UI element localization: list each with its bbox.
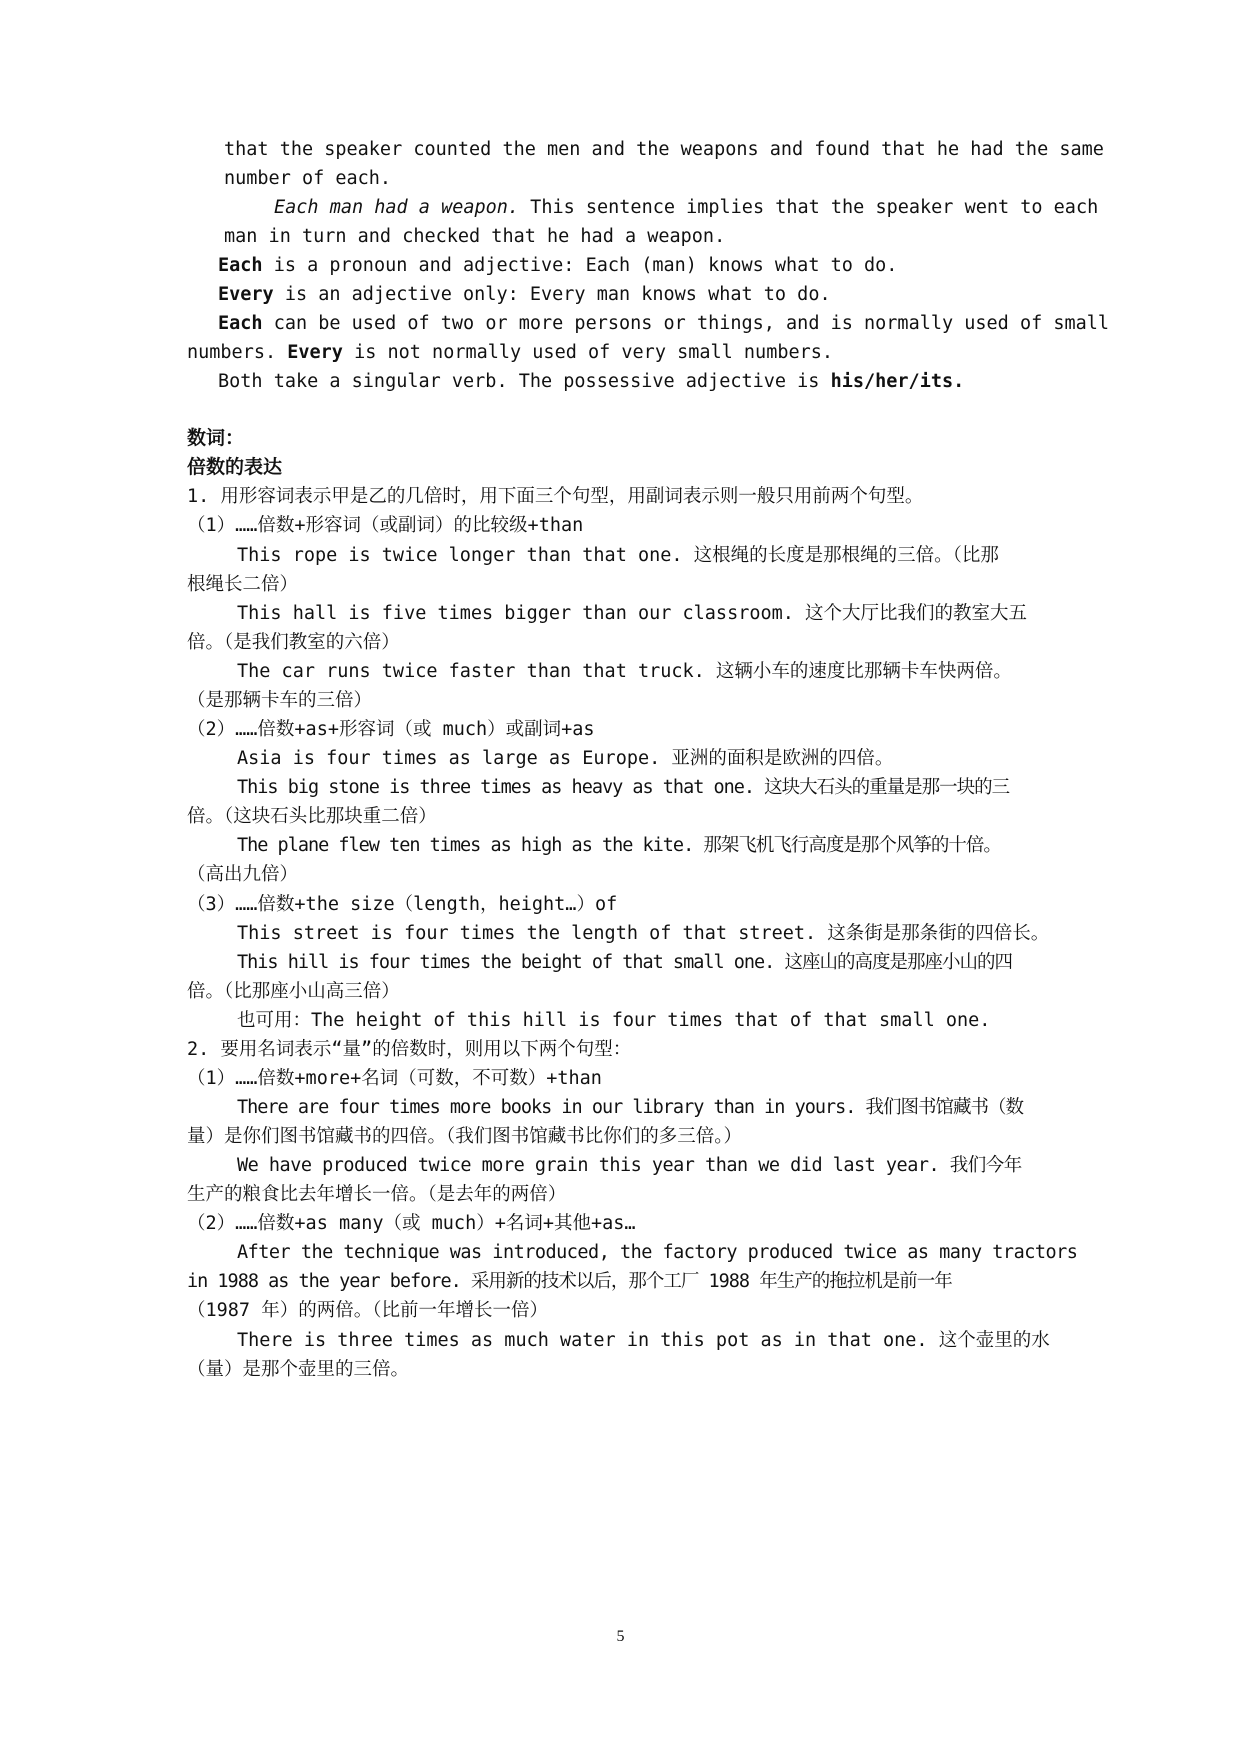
text-line: This rope is twice longer than that one. 这根绳的长度是那根绳的三倍。（比那 (237, 545, 999, 566)
text-line: This big stone is three times as heavy as that one. 这块大石头的重量是那一块的三 (237, 777, 1010, 798)
text-span: This sentence implies that the speaker went to each (519, 197, 1099, 218)
text-line: （1）……倍数+形容词（或副词）的比较级+than (187, 515, 584, 536)
text-line (218, 309, 1110, 339)
bold-term: Each (218, 313, 263, 334)
text-line: Asia is four times as large as Europe. 亚洲的面积是欧洲的四倍。 (237, 748, 894, 769)
text-line: （2）……倍数+as many（或 much）+名词+其他+as… (187, 1213, 636, 1234)
text-span: is an adjective only: Every man knows what to do. (273, 284, 831, 305)
text-line: There are four times more books in our library than in yours. 我们图书馆藏书（数 (237, 1097, 1024, 1118)
text-line: 1. 用形容词表示甲是乙的几倍时，用下面三个句型，用副词表示则一般只用前两个句型。 (187, 486, 924, 507)
text-line: 倍。（比那座小山高三倍） (187, 981, 400, 1002)
text-line: （量）是那个壶里的三倍。 (187, 1359, 410, 1380)
text-span: Both take a singular verb. The possessive adjective is (218, 371, 831, 392)
text-line: The car runs twice faster than that truck. 这辆小车的速度比那辆卡车快两倍。 (237, 661, 1012, 682)
text-line: 根绳长二倍） (187, 574, 299, 595)
text-line (187, 338, 833, 368)
text-span: is a pronoun and adjective: Each (man) knows what to do. (262, 255, 898, 276)
text-line: After the technique was introduced, the factory produced twice as many tractors (237, 1242, 1078, 1263)
text-line (218, 280, 831, 310)
text-line: This hall is five times bigger than our classroom. 这个大厅比我们的教室大五 (237, 603, 1028, 624)
text-span: numbers. (187, 342, 288, 363)
text-line: （1）……倍数+more+名词（可数，不可数）+than (187, 1068, 602, 1089)
bold-term: Every (287, 342, 343, 363)
text-line: The plane flew ten times as high as the kite. 那架飞机飞行高度是那个风筝的十倍。 (237, 835, 1001, 856)
section-heading: 数词： (187, 427, 245, 449)
text-line: （1987 年）的两倍。（比前一年增长一倍） (187, 1300, 548, 1321)
text-line (218, 367, 964, 397)
text-line (274, 193, 1099, 223)
text-line: （3）……倍数+the size（length，height…）of (187, 894, 618, 915)
text-span: is not normally used of very small numbers. (342, 342, 834, 363)
text-line: （2）……倍数+as+形容词（或 much）或副词+as (187, 719, 595, 740)
text-line: 生产的粮食比去年增长一倍。（是去年的两倍） (187, 1184, 567, 1205)
text-line: This hill is four times the beight of that small one. 这座山的高度是那座小山的四 (237, 952, 1012, 973)
bold-term: his/her/its. (830, 371, 965, 392)
text-line: in 1988 as the year before. 采用新的技术以后，那个工厂 1988 年生产的拖拉机是前一年 (187, 1271, 952, 1292)
subsection-heading: 倍数的表达 (187, 456, 283, 478)
text-line: （是那辆卡车的三倍） (187, 690, 373, 711)
text-span: can be used of two or more persons or things, and is normally used of small (262, 313, 1110, 334)
text-line: 倍。（是我们教室的六倍） (187, 632, 400, 653)
text-line: number of each. (224, 168, 392, 189)
text-line: 也可用：The height of this hill is four times that of that small one. (237, 1010, 991, 1031)
bold-term: Every (218, 284, 274, 305)
text-line (218, 251, 897, 281)
bold-term: Each (218, 255, 263, 276)
italic-example: Each man had a weapon. (274, 197, 520, 218)
text-line: We have produced twice more grain this year than we did last year. 我们今年 (237, 1155, 1022, 1176)
text-line: man in turn and checked that he had a weapon. (224, 226, 726, 247)
text-line: This street is four times the length of that street. 这条街是那条街的四倍长。 (237, 923, 1050, 944)
text-line: 2. 要用名词表示“量”的倍数时，则用以下两个句型： (187, 1039, 632, 1060)
text-line: There is three times as much water in this pot as in that one. 这个壶里的水 (237, 1330, 1050, 1351)
text-line: （高出九倍） (187, 864, 299, 885)
page-number: 5 (616, 1628, 625, 1645)
text-line: 倍。（这块石头比那块重二倍） (187, 806, 437, 827)
text-line: 量）是你们图书馆藏书的四倍。（我们图书馆藏书比你们的多三倍。） (187, 1126, 743, 1147)
text-line: that the speaker counted the men and the weapons and found that he had the same (224, 139, 1104, 160)
